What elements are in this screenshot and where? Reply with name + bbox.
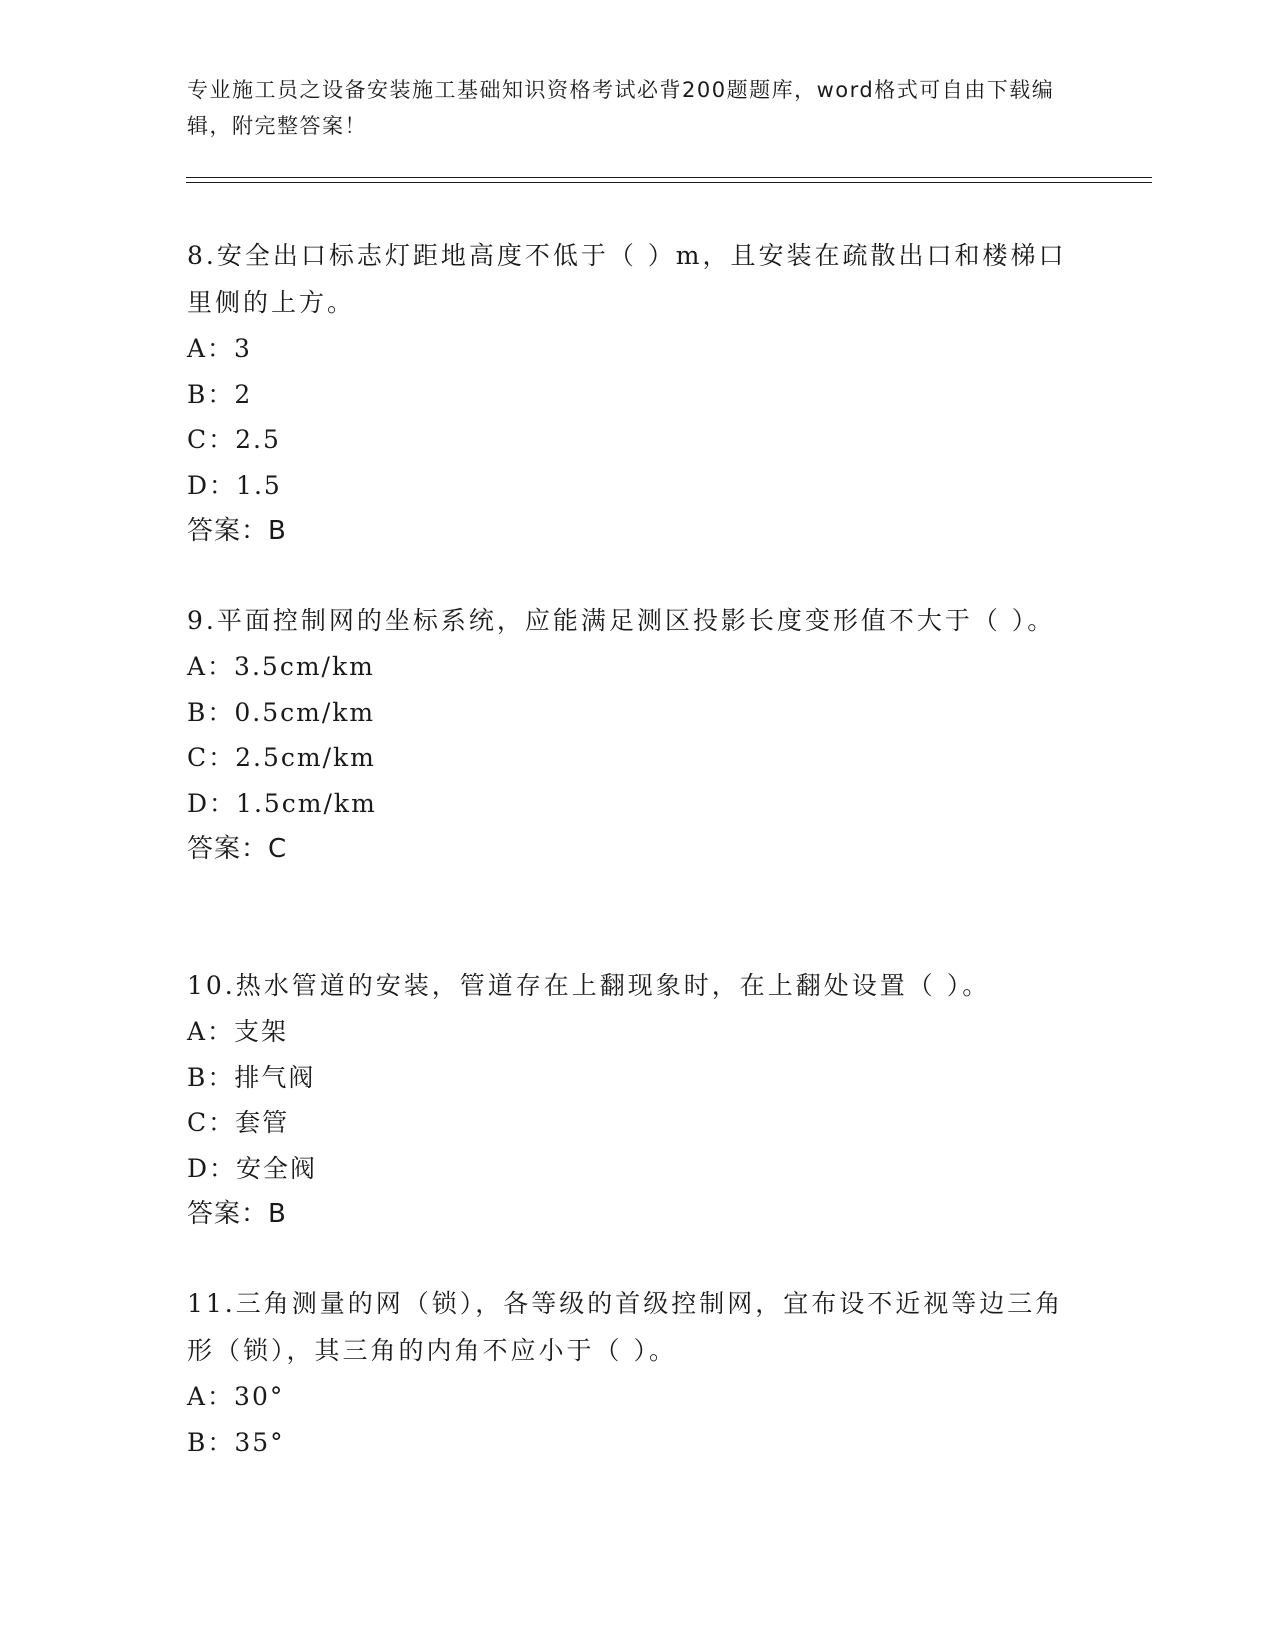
answer: 答案：B (187, 1199, 287, 1229)
option-b: B：排气阀 (187, 1062, 316, 1092)
question-stem: 10.热水管道的安装，管道存在上翻现象时，在上翻处设置（ ）。 (187, 971, 991, 1000)
question-8 (187, 232, 1087, 554)
option-d: D：1.5cm/km (187, 788, 377, 818)
question-10 (187, 962, 1087, 1237)
option-b: B：35° (187, 1427, 285, 1457)
option-c: C：套管 (187, 1108, 290, 1137)
header-divider-top (186, 177, 1152, 178)
option-d: D：安全阀 (187, 1153, 318, 1183)
question-stem: 8.安全出口标志灯距地高度不低于（ ）m，且安装在疏散出口和楼梯口里侧的上方。 (187, 241, 1067, 317)
document-header: 专业施工员之设备安装施工基础知识资格考试必背200题题库，word格式可自由下载编辑，附完整答案！ (187, 78, 1055, 138)
question-9 (187, 597, 1087, 872)
question-stem: 9.平面控制网的坐标系统，应能满足测区投影长度变形值不大于（ ）。 (187, 606, 1056, 635)
option-b: B：0.5cm/km (187, 697, 376, 727)
option-a: A：3 (187, 334, 252, 363)
answer: 答案：C (187, 834, 288, 864)
question-stem: 11.三角测量的网（锁），各等级的首级控制网，宜布设不近视等边三角形（锁），其三角的内角不应小于（ ）。 (187, 1289, 1064, 1365)
option-c: C：2.5 (187, 425, 281, 454)
answer: 答案：B (187, 516, 287, 546)
question-11 (187, 1280, 1087, 1465)
option-a: A：支架 (187, 1017, 289, 1046)
header-divider-bottom (186, 182, 1152, 183)
option-d: D：1.5 (187, 470, 282, 500)
option-b: B：2 (187, 379, 253, 409)
option-a: A：30° (187, 1382, 285, 1411)
option-c: C：2.5cm/km (187, 743, 376, 772)
option-a: A：3.5cm/km (187, 652, 375, 681)
